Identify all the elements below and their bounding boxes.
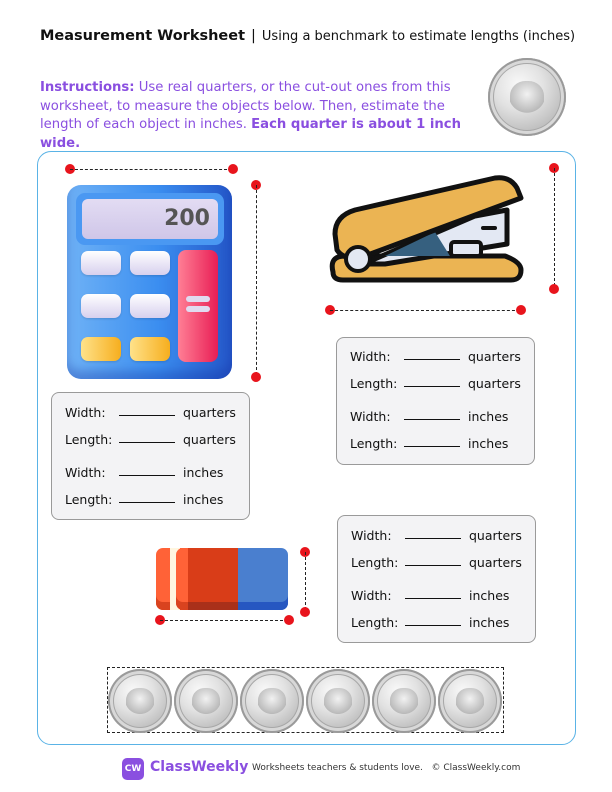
answer-blank[interactable]: [119, 442, 175, 443]
answer-blank[interactable]: [119, 415, 175, 416]
answer-blank[interactable]: [119, 475, 175, 476]
unit-label: quarters: [469, 555, 522, 570]
answer-box-stapler: [336, 337, 535, 465]
footer-tagline: [252, 763, 520, 773]
measure-dot-icon: [300, 607, 310, 617]
width-guide-line: [330, 310, 520, 311]
answer-blank[interactable]: [119, 502, 175, 503]
answer-box-eraser: [337, 515, 536, 643]
calculator-key: [81, 294, 121, 318]
unit-label: quarters: [183, 405, 236, 420]
stapler-image: [325, 172, 525, 292]
quarter-coin-icon: [306, 669, 370, 733]
unit-label: quarters: [468, 376, 521, 391]
answer-blank[interactable]: [404, 386, 460, 387]
calculator-screen: [76, 193, 224, 245]
answer-blank[interactable]: [405, 598, 461, 599]
field-label: Width:: [65, 405, 106, 420]
width-guide-line: [160, 620, 288, 621]
calculator-image: [67, 185, 232, 379]
unit-label: quarters: [469, 528, 522, 543]
answer-blank[interactable]: [404, 419, 460, 420]
calculator-equals-key: [178, 250, 218, 362]
quarter-coin-icon: [108, 669, 172, 733]
field-label: Length:: [65, 492, 113, 507]
height-guide-line: [554, 168, 555, 286]
unit-label: quarters: [468, 349, 521, 364]
field-label: Length:: [350, 376, 398, 391]
answer-blank[interactable]: [404, 359, 460, 360]
quarter-coin-icon: [174, 669, 238, 733]
eraser-image: [156, 548, 288, 610]
tagline-text: Worksheets teachers & students love.: [252, 763, 423, 773]
instructions: [40, 79, 470, 153]
measure-dot-icon: [228, 164, 238, 174]
unit-label: quarters: [183, 432, 236, 447]
field-label: Width:: [350, 409, 391, 424]
calculator-key: [130, 337, 170, 361]
instructions-text: Use real quarters, or the cut-out ones from this worksheet, to measure the objects below. Then, estimate the length of each object in inches.: [40, 80, 451, 132]
width-guide-line: [70, 169, 232, 170]
unit-label: inches: [469, 588, 510, 603]
field-label: Length:: [350, 436, 398, 451]
measure-dot-icon: [284, 615, 294, 625]
worksheet-subtitle: Using a benchmark to estimate lengths (inches): [261, 29, 576, 44]
instructions-emphasis: Each quarter is about 1 inch wide.: [40, 117, 461, 151]
calculator-key: [130, 294, 170, 318]
height-guide-line: [305, 552, 306, 610]
page-title: [40, 28, 575, 44]
unit-label: inches: [468, 436, 509, 451]
measure-dot-icon: [516, 305, 526, 315]
answer-blank[interactable]: [405, 625, 461, 626]
quarter-coin-icon: [488, 58, 566, 136]
calculator-key: [81, 251, 121, 275]
unit-label: inches: [183, 465, 224, 480]
measure-dot-icon: [251, 372, 261, 382]
answer-blank[interactable]: [404, 446, 460, 447]
answer-box-calculator: [51, 392, 250, 520]
worksheet-title: Measurement Worksheet: [40, 28, 246, 44]
equals-bar: [186, 306, 210, 312]
footer-brand: ClassWeekly: [150, 759, 249, 775]
classweekly-logo-icon: CW: [122, 758, 144, 780]
field-label: Width:: [351, 588, 392, 603]
quarter-coin-icon: [438, 669, 502, 733]
unit-label: inches: [183, 492, 224, 507]
field-label: Width:: [350, 349, 391, 364]
field-label: Length:: [351, 615, 399, 630]
calculator-key: [130, 251, 170, 275]
field-label: Length:: [351, 555, 399, 570]
copyright-text: © ClassWeekly.com: [431, 763, 521, 773]
quarter-coin-icon: [240, 669, 304, 733]
answer-blank[interactable]: [405, 565, 461, 566]
unit-label: inches: [469, 615, 510, 630]
field-label: Width:: [351, 528, 392, 543]
unit-label: inches: [468, 409, 509, 424]
field-label: Length:: [65, 432, 113, 447]
calculator-display: 200: [82, 199, 218, 239]
field-label: Width:: [65, 465, 106, 480]
calculator-key: [81, 337, 121, 361]
answer-blank[interactable]: [405, 538, 461, 539]
instructions-label: Instructions:: [40, 80, 135, 95]
measure-dot-icon: [549, 284, 559, 294]
height-guide-line: [256, 185, 257, 375]
title-separator: |: [251, 28, 256, 44]
equals-bar: [186, 296, 210, 302]
quarter-coin-icon: [372, 669, 436, 733]
